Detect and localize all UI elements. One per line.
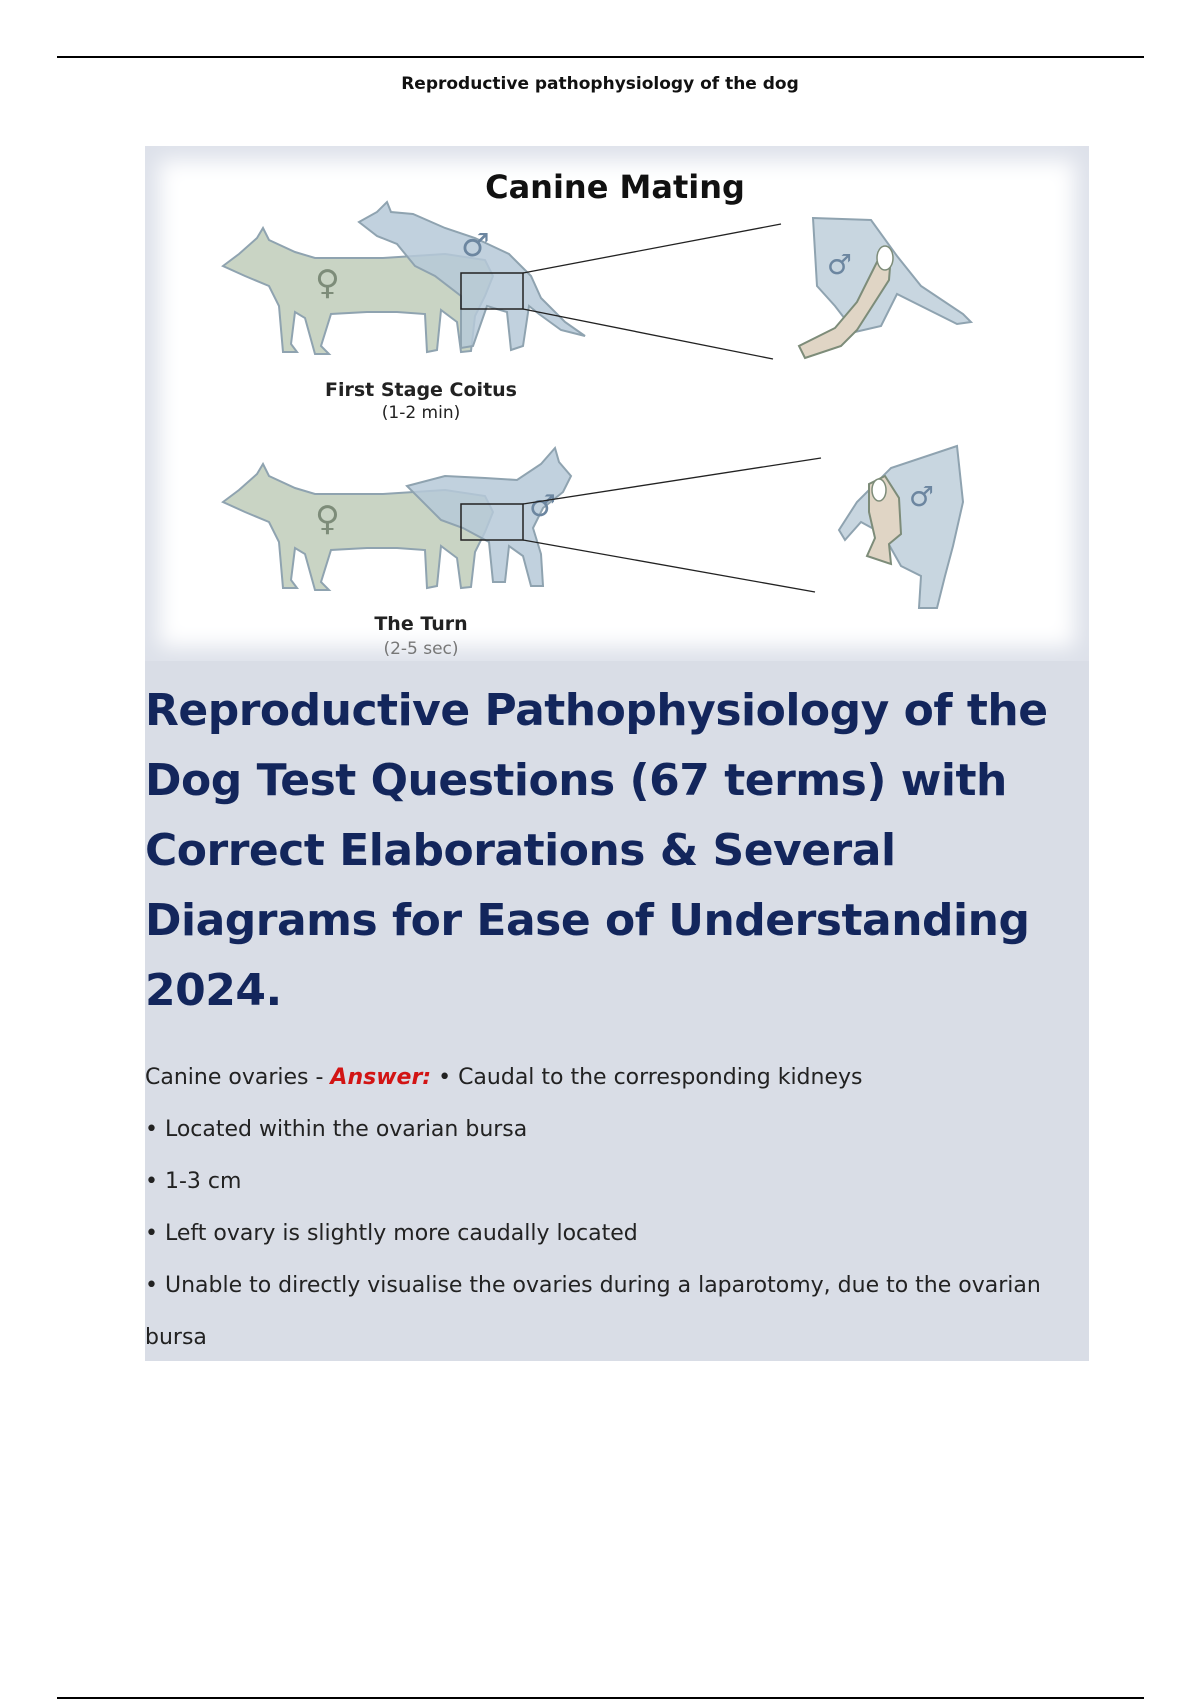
running-header: Reproductive pathophysiology of the dog: [401, 74, 799, 94]
header-rule: [57, 56, 1144, 58]
stage1-zoom-line-top: [523, 224, 781, 273]
answer-bullet: • Located within the ovarian bursa: [145, 1117, 528, 1142]
footer-rule: [57, 1697, 1144, 1699]
stage2-zoom-line-bottom: [523, 540, 815, 592]
content-panel: [145, 146, 1089, 1361]
female-symbol: ♀: [315, 263, 340, 303]
stage2-closeup-male-symbol: ♂: [909, 480, 935, 513]
stage2-label: The Turn: [374, 613, 468, 635]
answer-bullet: • Left ovary is slightly more caudally located: [145, 1221, 638, 1246]
stage1-closeup: [799, 218, 971, 358]
answer-label: Answer:: [330, 1065, 432, 1090]
qa-first-line: [145, 1052, 1089, 1104]
stage2-closeup: [839, 446, 963, 608]
answer-first-point: • Caudal to the corresponding kidneys: [431, 1065, 863, 1090]
question-text: Canine ovaries -: [145, 1065, 331, 1090]
stage1-zoom-line-bottom: [523, 309, 773, 359]
canine-mating-diagram: [145, 146, 1089, 661]
stage1-label: First Stage Coitus: [325, 379, 517, 401]
qa-block: [145, 1052, 1089, 1364]
answer-bullet: • Unable to directly visualise the ovaries during a laparotomy, due to the ovarian bursa: [145, 1273, 1041, 1350]
stage2-duration: (2-5 sec): [383, 639, 459, 659]
stage1-duration: (1-2 min): [381, 403, 461, 423]
document-title: Reproductive Pathophysiology of the Dog Test Questions (67 terms) with Correct Elaborations & Several Diagrams for Ease of Understanding 2024.: [145, 685, 1048, 1016]
closeup-male-symbol: ♂: [827, 248, 853, 281]
diagram-title: Canine Mating: [485, 168, 745, 206]
male-symbol: ♂: [461, 226, 490, 264]
answer-bullet: • 1-3 cm: [145, 1169, 242, 1194]
stage2-male-symbol: ♂: [529, 489, 556, 524]
stage2-female-symbol: ♀: [315, 499, 340, 539]
